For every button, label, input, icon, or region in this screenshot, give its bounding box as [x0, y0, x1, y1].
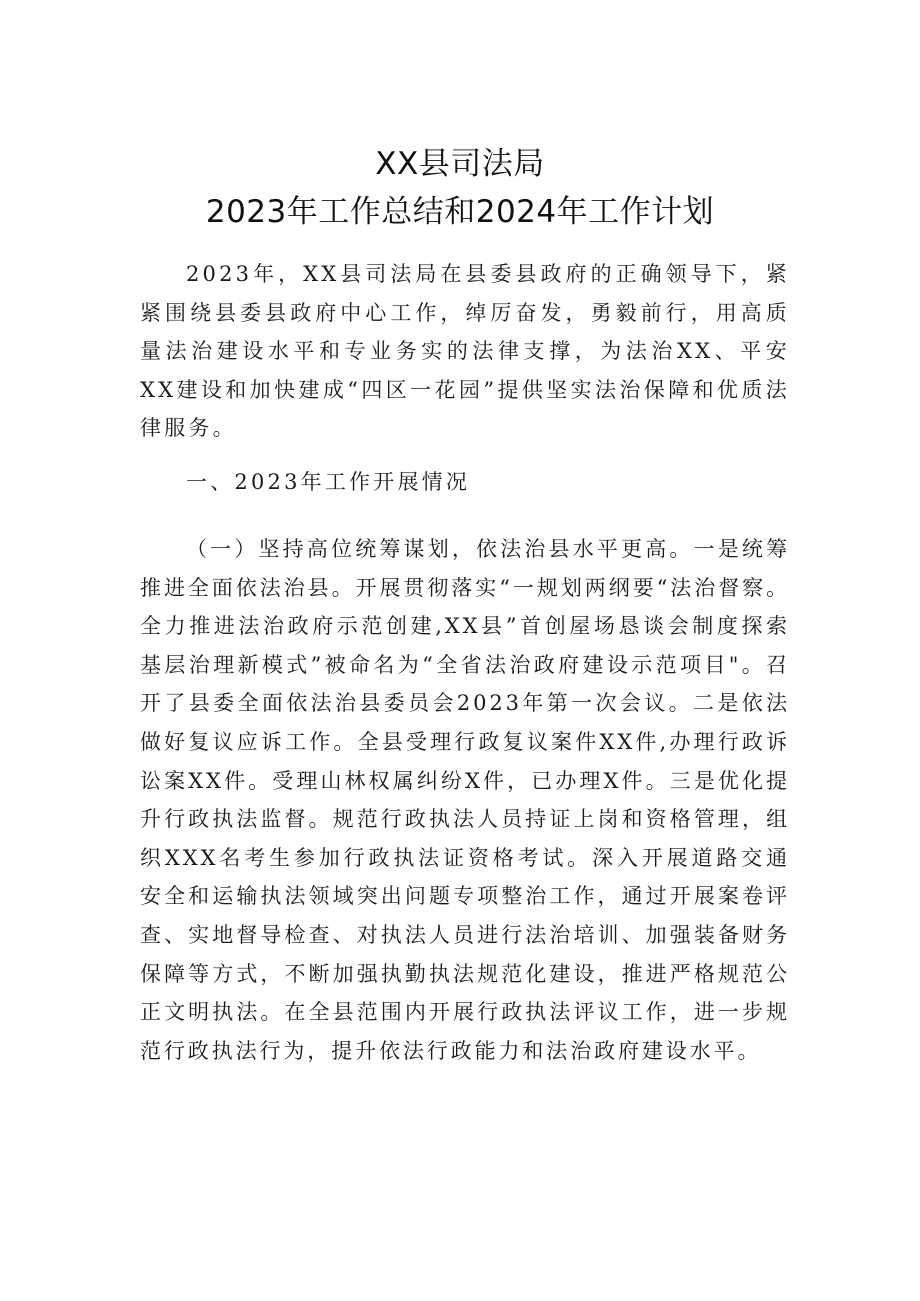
section-heading: 一、2023年工作开展情况 [186, 470, 471, 494]
document-title-line2: 2023年工作总结和2024年工作计划 [205, 194, 715, 230]
section-paragraph: （一）坚持高位统筹谋划，依法治县水平更高。一是统筹推进全面依法治县。开展贯彻落实“一规划两纲要“法治督察。全力推进法治政府示范创建,XX县”首创屋场恳谈会制度探索基层治理新模式”被命名为“全省法治政府建设示范项目"。召开了县委全面依法治县委员会2023年第一次会议。二是依法做好复议应诉工作。全县受理行政复议案件XX件,办理行政诉讼案XX件。受理山林权属纠纷X件，已办理X件。三是优化提升行政执法监督。规范行政执法人员持证上岗和资格管理，组织XXX名考生参加行政执法证资格考试。深入开展道路交通安全和运输执法领域突出问题专项整治工作，通过开展案卷评查、实地督导检查、对执法人员进行法治培训、加强装备财务保障等方式，不断加强执勤执法规范化建设，推进严格规范公正文明执法。在全县范围内开展行政执法评议工作，进一步规范行政执法行为，提升依法行政能力和法治政府建设水平。 [140, 537, 790, 1063]
intro-paragraph: 2023年，XX县司法局在县委县政府的正确领导下，紧紧围绕县委县政府中心工作，绰厉奋发，勇毅前行，用高质量法治建设水平和专业务实的法律支撑，为法治XX、平安XX建设和加快建成“四区一花园”提供坚实法治保障和优质法律服务。 [140, 262, 790, 441]
document-title-line1: XX县司法局 [375, 146, 545, 182]
